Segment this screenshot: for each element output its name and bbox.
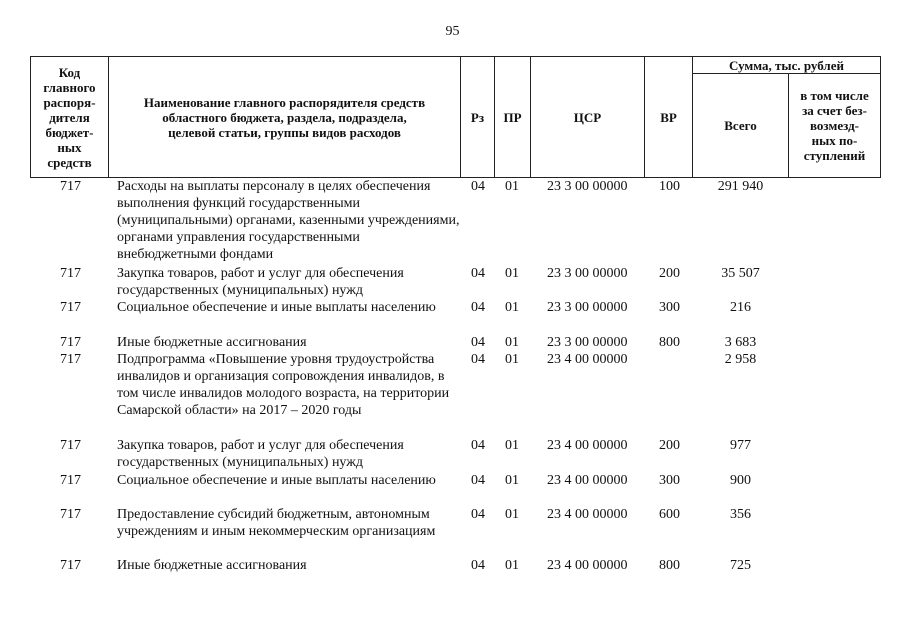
cell-code: 717 (60, 352, 81, 367)
cell-name: Закупка товаров, работ и услуг для обеспечения государственных (муниципальных) нужд (117, 266, 404, 298)
cell-pr: 01 (505, 438, 519, 453)
cell-name: Предоставление субсидий бюджетным, автономным учреждениям и иным некоммерческим организациям (117, 507, 436, 539)
cell-csr: 23 4 00 00000 (547, 438, 628, 453)
cell-code: 717 (60, 507, 81, 522)
header-rz: Рз (470, 109, 485, 125)
header-code: Код главного распоря- дителя бюджет- ных средств (43, 64, 96, 170)
cell-pr: 01 (505, 558, 519, 573)
cell-rz: 04 (471, 352, 485, 367)
cell-pr: 01 (505, 473, 519, 488)
cell-total: 356 (730, 507, 751, 522)
cell-total: 3 683 (724, 335, 757, 350)
cell-total: 2 958 (724, 352, 757, 367)
cell-code: 717 (60, 335, 81, 350)
cell-vr: 800 (659, 335, 680, 350)
page-number: 95 (445, 24, 460, 39)
cell-name: Расходы на выплаты персоналу в целях обеспечения выполнения функций государственными (муниципальными) органами, казенными учреждениями, органами управления государственными внебюджетными фондами (117, 179, 460, 262)
header-sum: Сумма, тыс. рублей (729, 57, 844, 73)
cell-pr: 01 (505, 335, 519, 350)
header-name: Наименование главного распорядителя средств областного бюджета, раздела, подраздела, целевой статьи, группы видов расходов (143, 94, 426, 140)
cell-code: 717 (60, 179, 81, 194)
cell-csr: 23 4 00 00000 (547, 352, 628, 367)
cell-rz: 04 (471, 266, 485, 281)
cell-pr: 01 (505, 507, 519, 522)
cell-name: Подпрограмма «Повышение уровня трудоустройства инвалидов и организация сопровождения инвалидов, в том числе инвалидов молодого возраста, на территории Самарской области» на 2017 – 2020 годы (117, 352, 450, 418)
cell-code: 717 (60, 558, 81, 573)
cell-vr: 300 (659, 300, 680, 315)
header-divider (880, 56, 881, 178)
cell-csr: 23 4 00 00000 (547, 473, 628, 488)
cell-total: 900 (730, 473, 751, 488)
cell-name: Иные бюджетные ассигнования (117, 558, 307, 573)
cell-rz: 04 (471, 558, 485, 573)
cell-rz: 04 (471, 438, 485, 453)
cell-total: 216 (730, 300, 751, 315)
header-gratuitous: в том числе за счет без- возмезд- ных по- ступлений (800, 88, 869, 163)
cell-total: 977 (730, 438, 751, 453)
cell-total: 291 940 (717, 179, 764, 194)
cell-csr: 23 3 00 00000 (547, 335, 628, 350)
cell-code: 717 (60, 473, 81, 488)
header-vr: ВР (660, 109, 677, 125)
cell-vr: 100 (659, 179, 680, 194)
cell-code: 717 (60, 266, 81, 281)
cell-total: 725 (730, 558, 751, 573)
cell-csr: 23 3 00 00000 (547, 266, 628, 281)
cell-rz: 04 (471, 300, 485, 315)
cell-rz: 04 (471, 507, 485, 522)
header-total: Всего (724, 118, 757, 133)
cell-code: 717 (60, 438, 81, 453)
cell-csr: 23 3 00 00000 (547, 300, 628, 315)
cell-pr: 01 (505, 266, 519, 281)
cell-pr: 01 (505, 300, 519, 315)
cell-vr: 800 (659, 558, 680, 573)
cell-vr: 200 (659, 438, 680, 453)
cell-name: Социальное обеспечение и иные выплаты населению (117, 300, 436, 315)
cell-pr: 01 (505, 352, 519, 367)
cell-pr: 01 (505, 179, 519, 194)
header-pr: ПР (503, 109, 522, 125)
cell-code: 717 (60, 300, 81, 315)
cell-csr: 23 4 00 00000 (547, 507, 628, 522)
cell-csr: 23 3 00 00000 (547, 179, 628, 194)
cell-name: Закупка товаров, работ и услуг для обеспечения государственных (муниципальных) нужд (117, 438, 404, 470)
cell-rz: 04 (471, 335, 485, 350)
cell-rz: 04 (471, 473, 485, 488)
cell-csr: 23 4 00 00000 (547, 558, 628, 573)
cell-rz: 04 (471, 179, 485, 194)
cell-vr: 300 (659, 473, 680, 488)
cell-vr: 200 (659, 266, 680, 281)
cell-total: 35 507 (721, 266, 760, 281)
cell-name: Иные бюджетные ассигнования (117, 335, 307, 350)
cell-name: Социальное обеспечение и иные выплаты населению (117, 473, 436, 488)
header-csr: ЦСР (573, 109, 602, 125)
cell-vr: 600 (659, 507, 680, 522)
